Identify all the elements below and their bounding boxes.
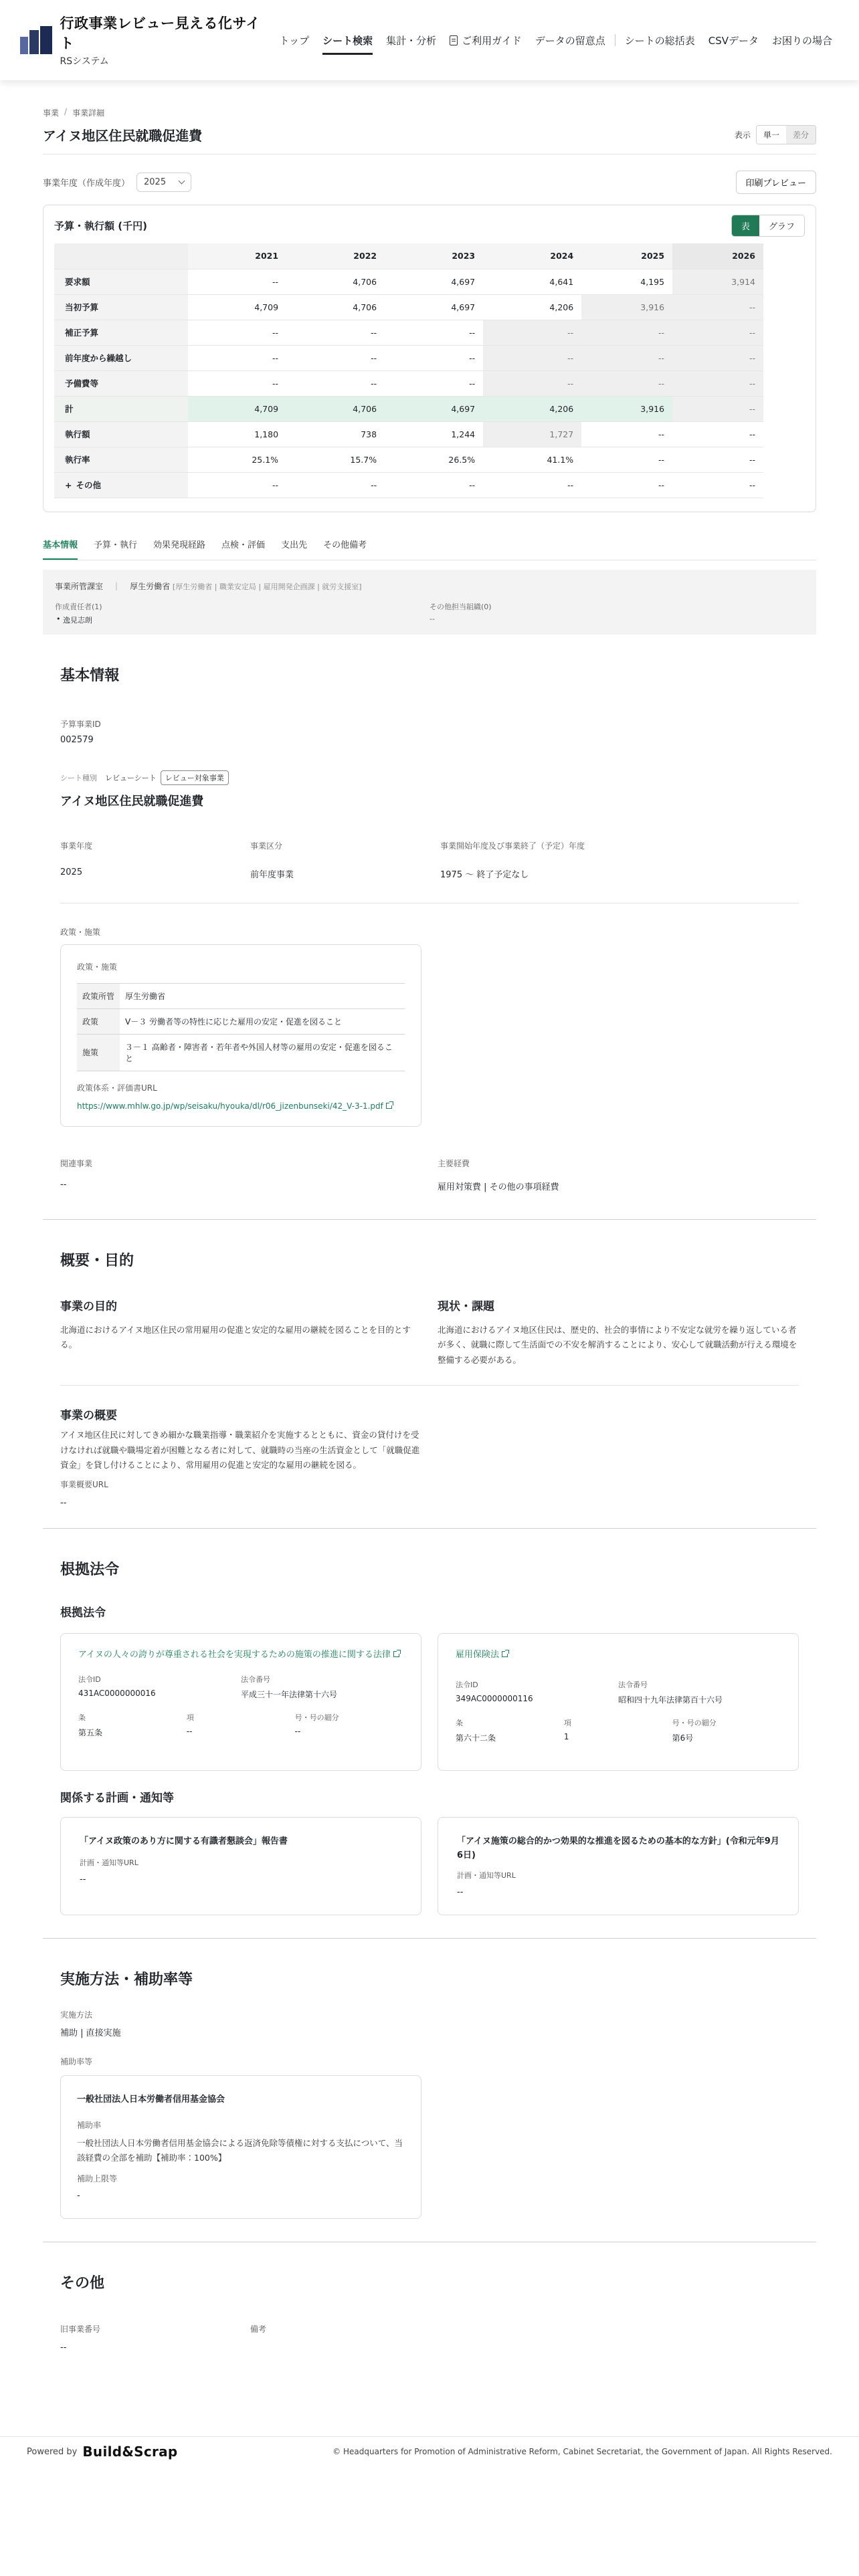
budget-cell: -- — [286, 320, 385, 345]
division-path: [厚生労働省 | 職業安定局 | 雇用開発企画課 | 就労支援室] — [172, 582, 362, 591]
view-toggle — [735, 125, 816, 144]
old-id-label: 旧事業番号 — [60, 2324, 101, 2334]
review-target-badge: レビュー対象事業 — [161, 770, 229, 785]
laws-section — [43, 1529, 816, 1915]
budget-cell: -- — [286, 345, 385, 370]
year-row — [43, 171, 816, 194]
year-select-value: 2025 — [144, 177, 167, 187]
divider: | — [115, 581, 118, 591]
plan-url-value: -- — [80, 1874, 86, 1885]
budget-row — [54, 421, 763, 447]
budget-row-label — [54, 345, 188, 370]
law-id-label: 法令ID — [456, 1681, 478, 1690]
budget-cell: -- — [188, 345, 286, 370]
logo-icon — [20, 26, 54, 54]
nav-sheet-search[interactable]: シート検索 — [316, 20, 379, 60]
method-label: 実施方法 — [60, 2010, 93, 2020]
policy-key: 施策 — [77, 1034, 120, 1071]
budget-row-label-text: 予備費等 — [65, 379, 99, 389]
budget-cell: -- — [672, 396, 763, 421]
main-nav — [273, 20, 839, 60]
creator-label: 作成責任者(1) — [55, 602, 102, 611]
budget-cell: 26.5% — [385, 447, 483, 472]
budget-cell: 4,706 — [286, 396, 385, 421]
plan-title: 「アイヌ政策のあり方に関する有識者懇談会」報告書 — [80, 1836, 288, 1847]
other-org-label: その他担当組織(0) — [430, 602, 492, 611]
budget-cell: 4,706 — [286, 269, 385, 294]
laws-heading: 根拠法令 — [60, 1561, 120, 1578]
summary-url-label: 事業概要URL — [60, 1479, 108, 1489]
item-value: -- — [294, 1727, 301, 1737]
method-value: 補助 | 直接実施 — [60, 2028, 121, 2039]
budget-row — [54, 294, 763, 320]
plan-card — [60, 1817, 421, 1915]
budget-row-label — [54, 320, 188, 345]
nav-top[interactable]: トップ — [279, 34, 310, 47]
external-link-icon — [393, 1651, 399, 1657]
budget-row-label-text: 当初予算 — [65, 302, 99, 312]
section-tabs — [43, 538, 816, 560]
budget-cell: -- — [483, 370, 581, 396]
budget-row — [54, 447, 763, 472]
budget-cell: -- — [672, 447, 763, 472]
site-footer — [0, 2436, 859, 2467]
law-title-link[interactable] — [78, 1650, 399, 1660]
budget-row-label-text: 執行率 — [65, 455, 90, 465]
budget-cell: -- — [483, 472, 581, 498]
breadcrumb — [43, 80, 816, 118]
budget-cell: -- — [385, 370, 483, 396]
budget-row-label — [54, 421, 188, 447]
budget-cell: -- — [672, 320, 763, 345]
nav-guide-label: ご利用ガイド — [462, 34, 522, 47]
main-expense-value: 雇用対策費 | その他の事項経費 — [438, 1182, 559, 1192]
budget-row-label-text: 補正予算 — [65, 328, 99, 338]
view-single-button[interactable]: 単一 — [757, 126, 786, 144]
title-row — [43, 125, 816, 154]
summary-url-value: -- — [60, 1497, 67, 1508]
project-category-value: 前年度事業 — [250, 869, 294, 880]
budget-cell: 1,180 — [188, 421, 286, 447]
implementation-heading: 実施方法・補助率等 — [60, 1971, 193, 1989]
external-link-icon — [386, 1103, 392, 1109]
nav-data-notes[interactable]: データの留意点 — [535, 34, 605, 47]
budget-cell: 4,697 — [385, 396, 483, 421]
subsidy-label: 補助率等 — [60, 2057, 93, 2067]
clause-value: -- — [186, 1727, 193, 1737]
budget-row-label — [54, 447, 188, 472]
copyright: © Headquarters for Promotion of Administrative Reform, Cabinet Secretariat, the Government of Japan. All Rights Reserved. — [332, 2447, 832, 2457]
year-header: 2025 — [581, 243, 672, 269]
breadcrumb-separator: / — [64, 107, 68, 116]
plan-url-label: 計画・通知等URL — [80, 1858, 138, 1868]
article-value: 第六十二条 — [456, 1733, 496, 1743]
policy-url-text: https://www.mhlw.go.jp/wp/seisaku/hyouka/dl/r06_jizenbunseki/42_V-3-1.pdf — [77, 1101, 383, 1111]
plan-title: 「アイヌ施策の総合的かつ効果的な推進を図るための基本的な方針」(令和元年9月6日) — [457, 1836, 779, 1861]
budget-cell: -- — [483, 345, 581, 370]
budget-cell: 4,641 — [483, 269, 581, 294]
budget-cell: 4,206 — [483, 294, 581, 320]
law-title: アイヌの人々の誇りが尊重される社会を実現するための施策の推進に関する法律 — [78, 1649, 391, 1660]
subsidy-rate-label: 補助率 — [77, 2120, 102, 2130]
view-label: 表示 — [734, 130, 751, 140]
law-id-label: 法令ID — [78, 1675, 101, 1685]
budget-row — [54, 269, 763, 294]
budget-cell: -- — [581, 320, 672, 345]
overview-section — [43, 1220, 816, 1508]
article-value: 第五条 — [78, 1728, 103, 1738]
budget-cell: -- — [672, 345, 763, 370]
budget-row — [54, 370, 763, 396]
table-row — [77, 1008, 405, 1034]
overview-heading: 概要・目的 — [60, 1252, 134, 1269]
budget-cell: -- — [385, 320, 483, 345]
others-section — [43, 2242, 816, 2436]
law-no-label: 法令番号 — [618, 1681, 648, 1690]
year-header: 2024 — [483, 243, 581, 269]
budget-cell: -- — [385, 345, 483, 370]
budget-cell: 4,709 — [188, 396, 286, 421]
subsidy-org: 一般社団法人日本労働者信用基金協会 — [77, 2095, 225, 2105]
subsidy-limit-label: 補助上限等 — [77, 2173, 118, 2183]
budget-cell: 1,244 — [385, 421, 483, 447]
site-logo[interactable] — [20, 13, 273, 68]
site-title: 行政事業レビュー見える化サイト — [60, 15, 261, 51]
external-link-icon — [502, 1651, 508, 1657]
project-name: アイヌ地区住民就職促進費 — [60, 794, 204, 809]
budget-cell: 3,916 — [581, 294, 672, 320]
plans-heading: 関係する計画・通知等 — [60, 1792, 174, 1806]
nav-analysis[interactable]: 集計・分析 — [386, 34, 437, 47]
policy-card — [60, 944, 421, 1127]
tab-budget-execution[interactable]: 予算・執行 — [94, 540, 138, 550]
budget-cell: -- — [286, 472, 385, 498]
powered-by-label: Powered by — [27, 2446, 78, 2457]
budget-body — [54, 269, 763, 498]
creator-name: • 逸見志朗 — [55, 615, 430, 625]
article-label: 条 — [456, 1719, 463, 1728]
subsidy-card — [60, 2075, 421, 2219]
table-view-button[interactable]: 表 — [732, 215, 759, 236]
tab-other-notes[interactable]: その他備考 — [323, 540, 367, 550]
budget-row-label — [54, 396, 188, 421]
clause-label: 項 — [563, 1719, 571, 1728]
table-row — [77, 983, 405, 1008]
ministry-box — [43, 570, 816, 635]
law-id-value: 349AC0000000116 — [456, 1694, 533, 1704]
note-label: 備考 — [250, 2324, 267, 2334]
budget-cell: -- — [286, 370, 385, 396]
breadcrumb-home[interactable]: 事業 — [43, 108, 60, 118]
basic-info-section — [43, 635, 816, 1192]
policy-section-label: 政策・施策 — [60, 927, 101, 937]
budget-id-value: 002579 — [60, 734, 94, 745]
subsidy-rate-text: 一般社団法人日本労働者信用基金協会による返済免除等債権に対する支払について、当該経費の全部を補助【補助率：100%】 — [77, 2137, 403, 2163]
others-heading: その他 — [60, 2274, 105, 2292]
plan-card — [438, 1817, 799, 1915]
chevron-down-icon — [179, 178, 185, 185]
subsidy-limit-value: - — [77, 2190, 80, 2201]
summary-text: アイヌ地区住民に対してきめ細かな職業指導・職業紹介を実施するとともに、資金の貸付けを受けなければ就職や職場定着が困難となる者に対して、就職時の当座の生活資金として「就職促進資金」を貸し付けることにより、常用雇用の促進と安定的な雇用の継続を図る。 — [60, 1430, 420, 1471]
budget-cell: 738 — [286, 421, 385, 447]
budget-view-toggle — [731, 215, 805, 237]
laws-subheading: 根拠法令 — [60, 1606, 106, 1620]
budget-cell: -- — [672, 370, 763, 396]
budget-cell: 4,706 — [286, 294, 385, 320]
year-header: 2022 — [286, 243, 385, 269]
purpose-title: 事業の目的 — [60, 1299, 117, 1313]
budget-card — [43, 205, 816, 512]
related-label: 関連事業 — [60, 1158, 93, 1168]
budget-cell: -- — [188, 472, 286, 498]
old-id-value: -- — [60, 2342, 67, 2353]
sheet-type-value: レビューシート — [105, 773, 157, 782]
budget-cell: -- — [385, 472, 483, 498]
law-title: 雇用保険法 — [456, 1649, 500, 1660]
nav-csv[interactable]: CSVデータ — [708, 34, 759, 47]
status-text: 北海道におけるアイヌ地区住民は、歴史的、社会的事情により不安定な就労を繰り返している者が多く、就職に際して生活面での不安を解消することにより、安心して就職活動が行える環境を整備する必要がある。 — [438, 1324, 797, 1365]
status-title: 現状・課題 — [438, 1299, 494, 1313]
budget-cell: -- — [581, 472, 672, 498]
project-category-label: 事業区分 — [250, 841, 283, 851]
nav-summary[interactable]: シートの総括表 — [624, 34, 695, 47]
budget-cell: -- — [581, 421, 672, 447]
divider — [60, 1385, 799, 1386]
site-header — [0, 0, 859, 80]
budget-corner-cell — [54, 243, 188, 269]
policy-url-label: 政策体系・評価書URL — [77, 1083, 157, 1093]
budget-id-label: 予算事業ID — [60, 719, 101, 729]
budget-table — [54, 243, 763, 498]
related-value: -- — [60, 1179, 67, 1190]
year-filter-label: 事業年度（作成年度） — [43, 179, 130, 189]
budget-row-label-text: 計 — [65, 404, 74, 414]
project-period-value: 1975 ～ 終了予定なし — [440, 869, 529, 880]
budget-cell: 4,195 — [581, 269, 672, 294]
budget-header-row — [54, 243, 763, 269]
budget-title: 予算・執行額 (千円) — [54, 220, 147, 232]
policy-value: ３－１ 高齢者・障害者・若年者や外国人材等の雇用の安定・促進を図ること — [120, 1034, 405, 1071]
summary-title: 事業の概要 — [60, 1409, 117, 1423]
budget-row — [54, 396, 763, 421]
budget-cell: 3,916 — [581, 396, 672, 421]
project-year-label: 事業年度 — [60, 841, 93, 851]
nav-guide[interactable] — [443, 20, 529, 60]
budget-cell: 25.1% — [188, 447, 286, 472]
law-card — [438, 1633, 799, 1772]
law-no-label: 法令番号 — [241, 1675, 270, 1685]
tab-evaluation[interactable]: 点検・評価 — [221, 540, 266, 550]
breadcrumb-current: 事業詳細 — [72, 108, 105, 118]
tab-effect-path[interactable]: 効果発現経路 — [153, 540, 206, 550]
project-year-value: 2025 — [60, 867, 83, 877]
budget-row-label-text: 要求額 — [65, 277, 90, 287]
page-title: アイヌ地区住民就職促進費 — [43, 128, 203, 144]
budget-cell: -- — [581, 447, 672, 472]
item-value: 第6号 — [672, 1733, 694, 1743]
policy-table — [77, 983, 405, 1071]
year-select[interactable] — [136, 173, 191, 192]
budget-row-label — [54, 294, 188, 320]
budget-cell: 3,914 — [672, 269, 763, 294]
budget-cell: -- — [188, 269, 286, 294]
ministry-name: 厚生労働省 [厚生労働省 | 職業安定局 | 雇用開発企画課 | 就労支援室] — [130, 581, 362, 591]
budget-row-label[interactable] — [54, 472, 188, 498]
article-label: 条 — [78, 1713, 86, 1723]
budget-cell: -- — [483, 320, 581, 345]
plan-url-label: 計画・通知等URL — [457, 1871, 516, 1881]
year-header: 2021 — [188, 243, 286, 269]
policy-value: Ⅴ－３ 労働者等の特性に応じた雇用の安定・促進を図ること — [120, 1008, 405, 1034]
budget-cell: 4,697 — [385, 294, 483, 320]
tab-payees[interactable]: 支出先 — [281, 540, 308, 550]
main-content — [43, 80, 816, 2436]
budget-row-label — [54, 370, 188, 396]
site-subtitle: RSシステム — [60, 56, 109, 67]
budget-cell: -- — [672, 472, 763, 498]
budget-row — [54, 320, 763, 345]
sheet-type-label: シート種別 — [60, 773, 97, 782]
budget-row-label-text: 執行額 — [65, 429, 90, 439]
budget-row — [54, 472, 763, 498]
budget-row-label-text: その他 — [76, 480, 101, 490]
budget-cell: 4,206 — [483, 396, 581, 421]
ministry-label: 事業所管課室 — [55, 581, 104, 591]
plan-url-value: -- — [457, 1887, 464, 1898]
purpose-text: 北海道におけるアイヌ地区住民の常用雇用の促進と安定的な雇用の継続を図ることを目的とする。 — [60, 1324, 411, 1350]
budget-cell: -- — [672, 294, 763, 320]
budget-cell: -- — [188, 370, 286, 396]
year-header: 2023 — [385, 243, 483, 269]
budget-cell: -- — [188, 320, 286, 345]
footer-brand-logo[interactable]: Build&Scrap — [82, 2444, 178, 2460]
budget-cell: 4,697 — [385, 269, 483, 294]
budget-cell: 15.7% — [286, 447, 385, 472]
clause-label: 項 — [186, 1713, 194, 1723]
implementation-section — [43, 1939, 816, 2219]
clause-value: 1 — [563, 1732, 569, 1742]
law-id-value: 431AC0000000016 — [78, 1689, 156, 1699]
tab-basic-info[interactable]: 基本情報 — [43, 538, 78, 560]
budget-cell: -- — [581, 345, 672, 370]
budget-cell: 4,709 — [188, 294, 286, 320]
nav-help[interactable]: お困りの場合 — [771, 34, 832, 47]
budget-row-label — [54, 269, 188, 294]
budget-row-label-text: 前年度から繰越し — [65, 353, 132, 363]
print-preview-button[interactable]: 印刷プレビュー — [736, 171, 816, 194]
item-label: 号・号の細分 — [672, 1719, 717, 1728]
budget-cell: 41.1% — [483, 447, 581, 472]
view-diff-button[interactable]: 差分 — [786, 126, 816, 144]
basic-info-heading: 基本情報 — [60, 667, 120, 684]
budget-cell: -- — [581, 370, 672, 396]
item-label: 号・号の細分 — [294, 1713, 339, 1723]
policy-card-title: 政策・施策 — [77, 962, 118, 972]
budget-cell: 1,727 — [483, 421, 581, 447]
law-no-value: 平成三十一年法律第十六号 — [241, 1690, 338, 1700]
budget-cell: -- — [672, 421, 763, 447]
document-icon — [450, 35, 458, 45]
project-period-label: 事業開始年度及び事業終了（予定）年度 — [440, 841, 585, 851]
policy-key: 政策所管 — [77, 983, 120, 1008]
law-no-value: 昭和四十九年法律第百十六号 — [618, 1695, 723, 1705]
policy-value: 厚生労働省 — [120, 983, 405, 1008]
law-card — [60, 1633, 421, 1772]
graph-view-button[interactable]: グラフ — [759, 215, 804, 236]
main-expense-label: 主要経費 — [438, 1158, 470, 1168]
policy-key: 政策 — [77, 1008, 120, 1034]
other-org-value: -- — [430, 614, 435, 623]
budget-row — [54, 345, 763, 370]
policy-url-link[interactable] — [77, 1100, 405, 1113]
table-row — [77, 1034, 405, 1071]
expand-icon[interactable]: + — [65, 480, 72, 490]
year-header: 2026 — [672, 243, 763, 269]
law-title-link[interactable] — [456, 1650, 508, 1660]
